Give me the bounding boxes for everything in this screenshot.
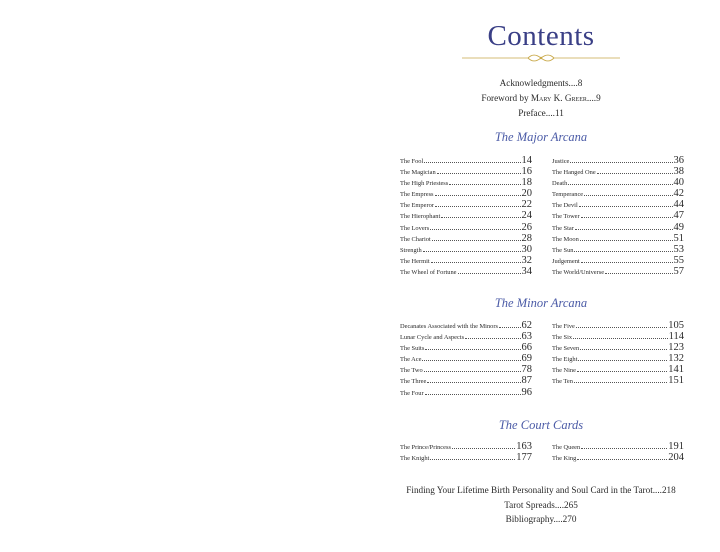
- leader-dots: [435, 191, 521, 196]
- entry-label: Judgement: [552, 257, 580, 265]
- entry-page: 191: [668, 441, 684, 452]
- entry-label: Strength: [400, 246, 422, 254]
- leader-dots: [425, 390, 521, 395]
- entry-page: 30: [521, 243, 532, 255]
- entry-page: 16: [521, 166, 532, 178]
- toc-entry[interactable]: [400, 342, 532, 353]
- entry-label: Acknowledgments....: [499, 78, 578, 88]
- leader-dots: [573, 334, 668, 339]
- entry-label: Temperance: [552, 191, 584, 199]
- toc-entry-tarot-spreads[interactable]: [386, 498, 696, 513]
- entry-page: 63: [521, 331, 532, 343]
- entry-page: 62: [521, 320, 532, 331]
- entry-label: The Two: [400, 367, 423, 375]
- entry-label: The Hierophant: [400, 213, 441, 221]
- toc-column-right: [552, 155, 684, 277]
- entry-label: Preface....: [518, 108, 555, 118]
- ornament-divider-icon: [456, 54, 626, 62]
- entry-label: The Five: [552, 323, 575, 330]
- leader-dots: [441, 213, 520, 218]
- entry-page: 22: [521, 199, 532, 211]
- entry-page: 9: [596, 93, 601, 103]
- toc-entry[interactable]: [400, 244, 532, 255]
- leader-dots: [577, 367, 667, 372]
- back-matter: [386, 483, 696, 527]
- leader-dots: [581, 213, 673, 218]
- leader-dots: [574, 378, 667, 383]
- entry-label: Foreword by: [481, 93, 531, 103]
- entry-page: 38: [673, 166, 684, 178]
- toc-entry[interactable]: [552, 452, 684, 463]
- entry-label: Lunar Cycle and Aspects: [400, 334, 465, 342]
- toc-entry[interactable]: [400, 255, 532, 266]
- toc-entry[interactable]: [552, 364, 684, 375]
- entry-page: 132: [668, 353, 684, 365]
- toc-entry[interactable]: [552, 320, 684, 331]
- leader-dots: [581, 444, 667, 449]
- entry-page: 114: [668, 331, 684, 343]
- entry-label: Justice: [552, 158, 570, 165]
- toc-entry-bibliography[interactable]: [386, 512, 696, 527]
- toc-entry[interactable]: [552, 441, 684, 452]
- leader-dots: [431, 258, 521, 263]
- toc-entry[interactable]: [400, 222, 532, 233]
- entry-page: 32: [521, 254, 532, 266]
- toc-entry[interactable]: [552, 222, 684, 233]
- contents-page: [396, 0, 686, 552]
- toc-entry[interactable]: [400, 233, 532, 244]
- entry-label: The Empress: [400, 191, 434, 199]
- entry-label: Death: [552, 180, 568, 188]
- entry-label: Bibliography....: [505, 514, 563, 524]
- toc-entry[interactable]: [400, 353, 532, 364]
- entry-label: The Magician: [400, 169, 436, 177]
- entry-author: Mary K. Greer: [530, 93, 587, 103]
- entry-page: 40: [673, 177, 684, 189]
- leader-dots: [449, 180, 520, 185]
- leader-dots: [424, 158, 520, 163]
- leader-dots: [430, 225, 520, 230]
- toc-column-left: [400, 155, 532, 277]
- leader-dots: [605, 269, 672, 274]
- leader-dots: [424, 367, 521, 372]
- entry-label: Decanates Associated with the Minors: [400, 323, 498, 330]
- toc-entry[interactable]: [552, 244, 684, 255]
- entry-page: 14: [521, 155, 532, 166]
- entry-label: The Eight: [552, 356, 578, 364]
- entry-page: 18: [521, 177, 532, 189]
- toc-entry-birth-card[interactable]: [386, 483, 696, 498]
- entry-label: The Hanged One: [552, 169, 596, 177]
- entry-page: 163: [516, 441, 532, 452]
- entry-page: 96: [521, 386, 532, 398]
- leader-dots: [575, 225, 673, 230]
- entry-page: 44: [673, 199, 684, 211]
- toc-column-left: [400, 441, 532, 463]
- leader-dots: [452, 444, 515, 449]
- entry-label: The Devil: [552, 202, 578, 210]
- entry-label: Tarot Spreads....: [504, 499, 565, 510]
- entry-page: 105: [668, 320, 684, 331]
- entry-page: 47: [673, 210, 684, 222]
- entry-page: 204: [668, 452, 684, 464]
- entry-label: The Emperor: [400, 202, 434, 210]
- entry-label: The Fool: [400, 158, 424, 165]
- entry-label: The Three: [400, 378, 427, 386]
- leader-dots: [577, 455, 667, 460]
- leader-dots: [576, 323, 667, 328]
- toc-entry[interactable]: [552, 342, 684, 353]
- entry-page: 26: [521, 221, 532, 233]
- entry-page: 177: [516, 452, 532, 464]
- leader-dots: [427, 378, 520, 383]
- toc-entry[interactable]: [400, 375, 532, 386]
- leader-dots: [499, 323, 521, 328]
- toc-entry[interactable]: [400, 166, 532, 177]
- leader-dots: [574, 247, 672, 252]
- entry-label: The King: [552, 455, 577, 463]
- leader-dots: [435, 202, 521, 207]
- toc-entry[interactable]: [400, 331, 532, 342]
- toc-entry[interactable]: [400, 320, 532, 331]
- leader-dots: [458, 269, 521, 274]
- entry-page: 55: [673, 254, 684, 266]
- leader-dots: [597, 169, 673, 174]
- leader-dots: [425, 345, 520, 350]
- entry-page: 265: [564, 499, 578, 510]
- leader-dots: [584, 191, 672, 196]
- entry-page: 42: [673, 188, 684, 200]
- toc-entry-acknowledgments[interactable]: [396, 76, 686, 91]
- toc-entry-preface[interactable]: [396, 106, 686, 121]
- leader-dots: [430, 455, 515, 460]
- entry-page: 151: [668, 375, 684, 387]
- front-matter: [396, 76, 686, 121]
- toc-entry[interactable]: [552, 166, 684, 177]
- leader-dots: [578, 356, 667, 361]
- entry-page: 8: [577, 78, 583, 88]
- toc-column-right: [552, 320, 684, 387]
- toc-entry[interactable]: [552, 155, 684, 166]
- entry-label: The Ten: [552, 378, 573, 386]
- section-heading: The Minor Arcana: [494, 296, 588, 310]
- toc-entry[interactable]: [552, 353, 684, 364]
- entry-page: 53: [673, 243, 684, 255]
- entry-page: 66: [521, 342, 532, 354]
- toc-entry[interactable]: [400, 155, 532, 166]
- toc-entry[interactable]: [400, 188, 532, 199]
- entry-page: 270: [562, 514, 577, 524]
- entry-label: The Queen: [552, 444, 581, 451]
- toc-entry[interactable]: [400, 441, 532, 452]
- entry-page: 141: [668, 364, 684, 376]
- entry-label: The Sun: [552, 246, 574, 254]
- entry-label: The Knight: [400, 455, 430, 463]
- entry-label: The High Priestess: [400, 180, 449, 188]
- entry-label: The Six: [552, 334, 573, 342]
- entry-page: 34: [521, 265, 532, 277]
- entry-label: The Four: [400, 389, 424, 397]
- entry-label: The Star: [552, 224, 574, 232]
- entry-label: Finding Your Lifetime Birth Personality and Soul Card in the Tarot....: [406, 485, 662, 495]
- leader-dots: [465, 334, 520, 339]
- entry-label: The Nine: [552, 367, 576, 375]
- entry-page: 36: [673, 155, 684, 166]
- entry-page: 49: [673, 221, 684, 233]
- entry-label: The Prince/Princess: [400, 444, 451, 451]
- leader-dots: [580, 236, 673, 241]
- entry-page: 123: [668, 342, 684, 354]
- toc-column-left: [400, 320, 532, 398]
- entry-label: The Hermit: [400, 257, 430, 265]
- entry-page: 24: [521, 210, 532, 222]
- toc-entry[interactable]: [400, 177, 532, 188]
- toc-entry[interactable]: [400, 266, 532, 277]
- entry-label: The Ace: [400, 356, 422, 364]
- entry-page: 28: [521, 232, 532, 244]
- toc-entry[interactable]: [552, 375, 684, 386]
- leader-dots: [432, 236, 521, 241]
- toc-entry-foreword[interactable]: [396, 91, 686, 106]
- toc-entry[interactable]: [552, 177, 684, 188]
- entry-label: The Wheel of Fortune: [400, 268, 457, 276]
- entry-page: 69: [521, 353, 532, 365]
- entry-page: 57: [673, 265, 684, 277]
- leader-dots: [580, 345, 667, 350]
- page-title: Contents: [487, 20, 595, 52]
- entry-label: The Chariot: [400, 235, 431, 243]
- toc-column-right: [552, 441, 684, 463]
- leader-dots: [570, 158, 672, 163]
- toc-entry[interactable]: [400, 452, 532, 463]
- toc-entry[interactable]: [552, 199, 684, 210]
- entry-label: The Suits: [400, 345, 425, 353]
- toc-entry[interactable]: [552, 266, 684, 277]
- toc-entry[interactable]: [552, 331, 684, 342]
- leader-dots: [581, 258, 673, 263]
- entry-label: The Seven: [552, 345, 580, 353]
- entry-page: 78: [521, 364, 532, 376]
- entry-label: The World/Universe: [552, 268, 605, 276]
- entry-page: 218: [661, 485, 676, 495]
- entry-page: 87: [521, 375, 532, 387]
- toc-entry[interactable]: [400, 364, 532, 375]
- leader-dots: [568, 180, 672, 185]
- section-heading: The Court Cards: [498, 418, 584, 432]
- leader-dots: [437, 169, 521, 174]
- section-heading: The Major Arcana: [494, 130, 588, 144]
- entry-label: The Tower: [552, 213, 580, 221]
- toc-entry[interactable]: [552, 188, 684, 199]
- entry-page: 51: [673, 232, 684, 244]
- toc-entry[interactable]: [400, 210, 532, 221]
- leader-dots: [579, 202, 673, 207]
- leader-dots: [423, 247, 521, 252]
- toc-entry[interactable]: [400, 199, 532, 210]
- leader-dots: [422, 356, 520, 361]
- entry-page: 11: [554, 108, 564, 118]
- toc-entry[interactable]: [552, 233, 684, 244]
- toc-entry[interactable]: [400, 387, 532, 398]
- toc-entry[interactable]: [552, 210, 684, 221]
- entry-label: The Lovers: [400, 224, 430, 232]
- entry-dots: ....: [586, 93, 597, 103]
- entry-page: 20: [521, 188, 532, 200]
- toc-entry[interactable]: [552, 255, 684, 266]
- entry-label: The Moon: [552, 235, 579, 243]
